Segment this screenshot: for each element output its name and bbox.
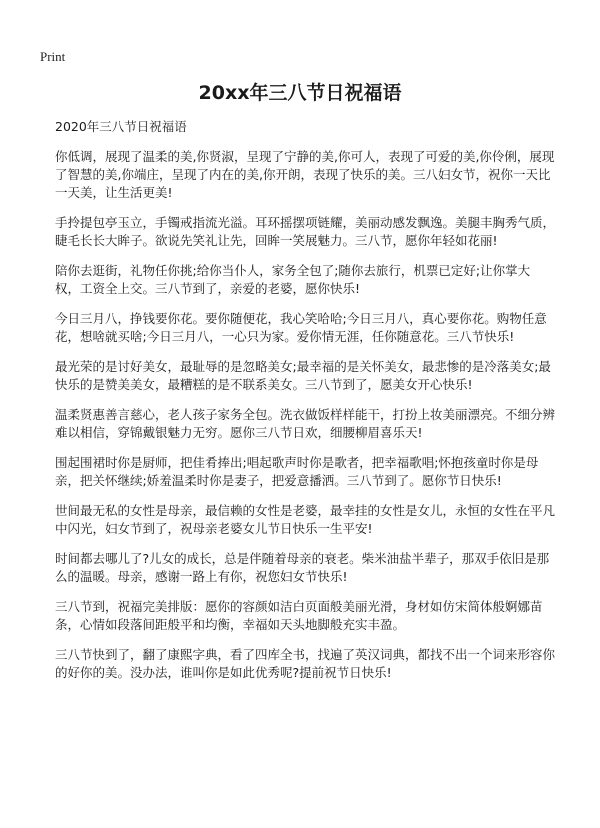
- paragraph: 三八节到，祝福完美排版：愿你的容颜如洁白页面般美丽光滑，身材如仿宋简体般婀娜苗条，心情如段落间距般平和均衡，幸福如天头地脚般充实丰盈。: [55, 599, 543, 632]
- paragraph: 陪你去逛街，礼物任你挑;给你当仆人，家务全包了;随你去旅行，机票已定好;让你掌大权，工资全上交。三八节到了，亲爱的老婆，愿你快乐!: [55, 263, 531, 296]
- article-body: [55, 148, 555, 694]
- paragraph: 手拎提包亭玉立，手镯戒指流光溢。耳环摇摆项链耀，美丽动感发飘逸。美腿丰胸秀气质，睫毛长长大眸子。欲说先笑礼让先，回眸一笑展魅力。三八节，愿你年轻如花丽!: [55, 215, 556, 248]
- section-subtitle: 2020年三八节日祝福语: [55, 119, 187, 134]
- paragraph: 时间都去哪儿了?儿女的成长，总是伴随着母亲的衰老。柴米油盐半辈子，那双手依旧是那么的温暖。母亲，感谢一路上有你，祝您妇女节快乐!: [55, 551, 550, 584]
- paragraph: 你低调，展现了温柔的美,你贤淑，呈现了宁静的美,你可人，表现了可爱的美,你伶俐，展现了智慧的美,你端庄，呈现了内在的美,你开朗，表现了快乐的美。三八妇女节，祝你一天比一天美，让生活更美!: [55, 149, 555, 200]
- paragraph: 世间最无私的女性是母亲，最信赖的女性是老婆，最幸挂的女性是女儿，永恒的女性在平凡中闪光，妇女节到了，祝母亲老婆女儿节日快乐一生平安!: [55, 503, 556, 536]
- paragraph: 围起围裙时你是厨师，把佳肴捧出;唱起歌声时你是歌者，把幸福歌唱;怀抱孩童时你是母亲，把关怀继续;娇羞温柔时你是妻子，把爱意播洒。三八节到了。愿你节日快乐!: [55, 455, 539, 488]
- paragraph: 温柔贤惠善言慈心，老人孩子家务全包。洗衣做饭样样能干，打扮上妆美丽漂亮。不细分辨难以相信，穿锦戴银魅力无穷。愿你三八节日欢，细腰柳眉喜乐天!: [55, 407, 556, 440]
- paragraph: 最光荣的是讨好美女，最耻辱的是忽略美女;最幸福的是关怀美女，最悲惨的是冷落美女;最快乐的是赞美美女，最糟糕的是不联系美女。三八节到了，愿美女开心快乐!: [55, 359, 551, 392]
- paragraph: 今日三月八，挣钱要你花。要你随便花，我心笑哈哈;今日三月八，真心要你花。购物任意花，想啥就买啥;今日三月八，一心只为家。爱你情无涯，任你随意花。三八节快乐!: [55, 311, 547, 344]
- page-title: 20xx年三八节日祝福语: [198, 82, 402, 104]
- paragraph: 三八节快到了，翻了康熙字典，看了四库全书，找遍了英汉词典，都找不出一个词来形容你的好你的美。没办法，谁叫你是如此优秀呢?提前祝节日快乐!: [55, 647, 556, 680]
- print-link[interactable]: Print: [40, 49, 66, 64]
